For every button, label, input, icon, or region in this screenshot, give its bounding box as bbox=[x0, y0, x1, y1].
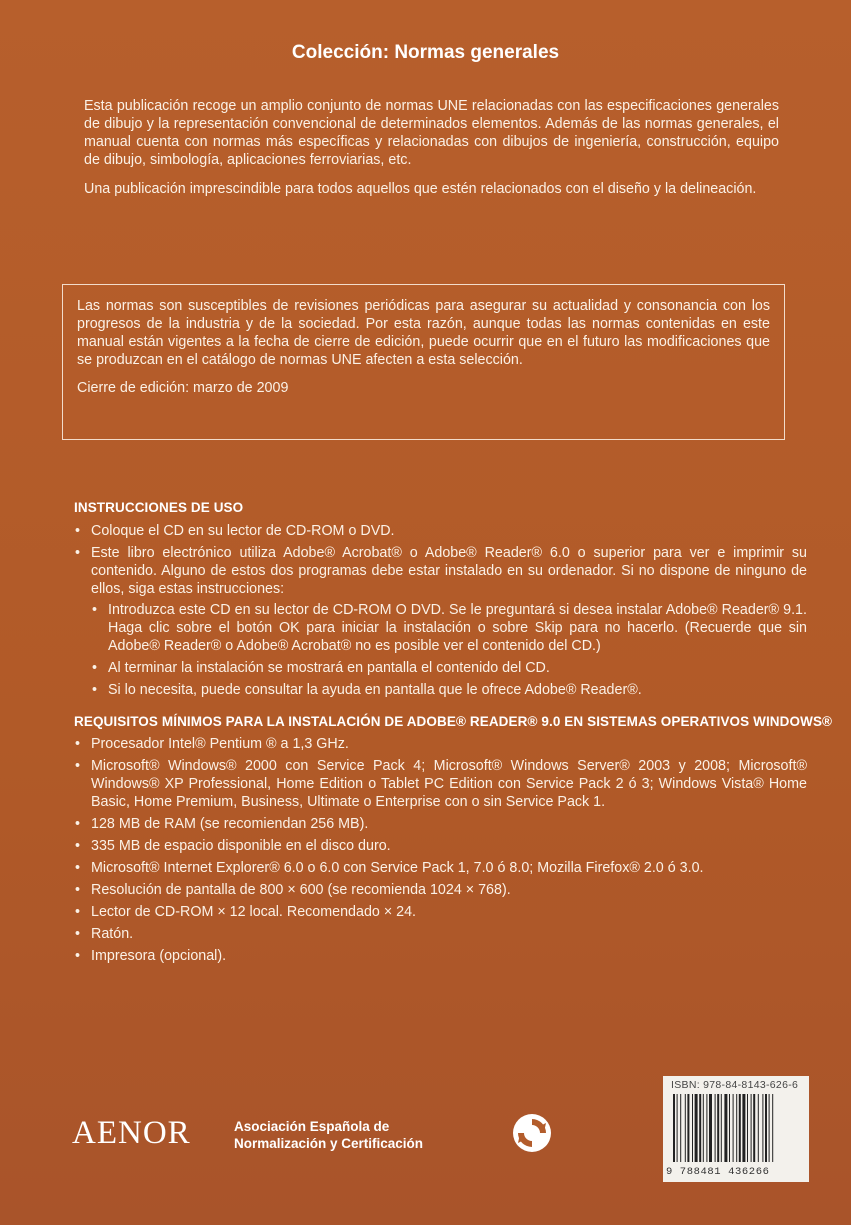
list-item: • Ratón. bbox=[74, 925, 807, 943]
sub-list-item: • Si lo necesita, puede consultar la ayuda en pantalla que le ofrece Adobe® Reader®. bbox=[91, 681, 807, 699]
barcode-icon bbox=[671, 1094, 801, 1164]
requirements-heading: REQUISITOS MÍNIMOS PARA LA INSTALACIÓN DE ADOBE® READER® 9.0 EN SISTEMAS OPERATIVOS WINDOWS® bbox=[74, 714, 833, 729]
edition-close-date: Cierre de edición: marzo de 2009 bbox=[77, 380, 289, 396]
sub-list-item: • Al terminar la instalación se mostrará en pantalla el contenido del CD. bbox=[91, 659, 807, 677]
list-item: • 128 MB de RAM (se recomiendan 256 MB). bbox=[74, 815, 807, 833]
notice-paragraph: Las normas son susceptibles de revisiones periódicas para asegurar su actualidad y consonancia con los progresos de la industria y de la sociedad. Por esta razón, aunque todas las normas contenidas en este manual están vigentes a la fecha de cierre de edición, puede ocurrir que en el futuro las modificaciones que se produzcan en el catálogo de normas UNE afecten a esta selección. bbox=[77, 298, 770, 368]
aenor-logo: AENOR bbox=[72, 1115, 191, 1151]
instructions-list bbox=[74, 522, 807, 703]
list-item: • Impresora (opcional). bbox=[74, 947, 807, 965]
organization-name bbox=[234, 1118, 423, 1152]
intro-text bbox=[84, 97, 779, 209]
list-item: • Lector de CD-ROM × 12 local. Recomendado × 24. bbox=[74, 903, 807, 921]
list-item: • Resolución de pantalla de 800 × 600 (se recomienda 1024 × 768). bbox=[74, 881, 807, 899]
collection-title: Colección: Normas generales bbox=[291, 42, 560, 63]
organization-name-line-1: Asociación Española de bbox=[234, 1119, 390, 1134]
requirements-list bbox=[74, 735, 807, 969]
revision-notice-box bbox=[62, 284, 785, 440]
intro-paragraph-2: Una publicación imprescindible para todos aquellos que estén relacionados con el diseño y la delineación. bbox=[84, 181, 757, 197]
list-item: • Microsoft® Windows® 2000 con Service Pack 4; Microsoft® Windows Server® 2003 y 2008; Microsoft® Windows® XP Professional, Home Edition o Tablet PC Edition con Service Pack 2 ó 3; Windows Vista® Home Basic, Home Premium, Business, Ultimate o Enterprise con o sin Service Pack 1. bbox=[74, 757, 807, 811]
list-item bbox=[74, 544, 807, 699]
list-item: • 335 MB de espacio disponible en el disco duro. bbox=[74, 837, 807, 855]
recycle-icon bbox=[512, 1113, 552, 1153]
list-item: • Coloque el CD en su lector de CD-ROM o DVD. bbox=[74, 522, 807, 540]
barcode-digits: 9 788481 436266 bbox=[666, 1166, 770, 1178]
instructions-sublist bbox=[91, 601, 807, 699]
list-item: • Microsoft® Internet Explorer® 6.0 o 6.0 con Service Pack 1, 7.0 ó 8.0; Mozilla Firefox® 2.0 ó 3.0. bbox=[74, 859, 807, 877]
sub-list-item: • Introduzca este CD en su lector de CD-ROM O DVD. Se le preguntará si desea instalar Adobe® Reader® 9.1. Haga clic sobre el botón OK para iniciar la instalación o sobre Skip para no hacerlo. (Recuerde que sin Adobe® Reader® o Adobe® Acrobat® no es posible ver el contenido del CD.) bbox=[91, 601, 807, 655]
list-item-text: Este libro electrónico utiliza Adobe® Acrobat® o Adobe® Reader® 6.0 o superior para ver e imprimir su contenido. Alguno de estos dos programas debe estar instalado en su ordenador. Si no dispone de ninguno de ellos, siga estas instrucciones: bbox=[91, 545, 807, 597]
intro-paragraph-1: Esta publicación recoge un amplio conjunto de normas UNE relacionadas con las especificaciones generales de dibujo y la representación convencional de determinados elementos. Además de las normas generales, el manual cuenta con normas más específicas y relacionadas con dibujos de ingeniería, construcción, equipo de dibujo, simbología, aplicaciones ferroviarias, etc. bbox=[84, 98, 779, 168]
list-item: • Procesador Intel® Pentium ® a 1,3 GHz. bbox=[74, 735, 807, 753]
organization-name-line-2: Normalización y Certificación bbox=[234, 1136, 424, 1151]
isbn-text: ISBN: 978-84-8143-626-6 bbox=[671, 1079, 799, 1091]
instructions-heading: INSTRUCCIONES DE USO bbox=[74, 500, 244, 515]
